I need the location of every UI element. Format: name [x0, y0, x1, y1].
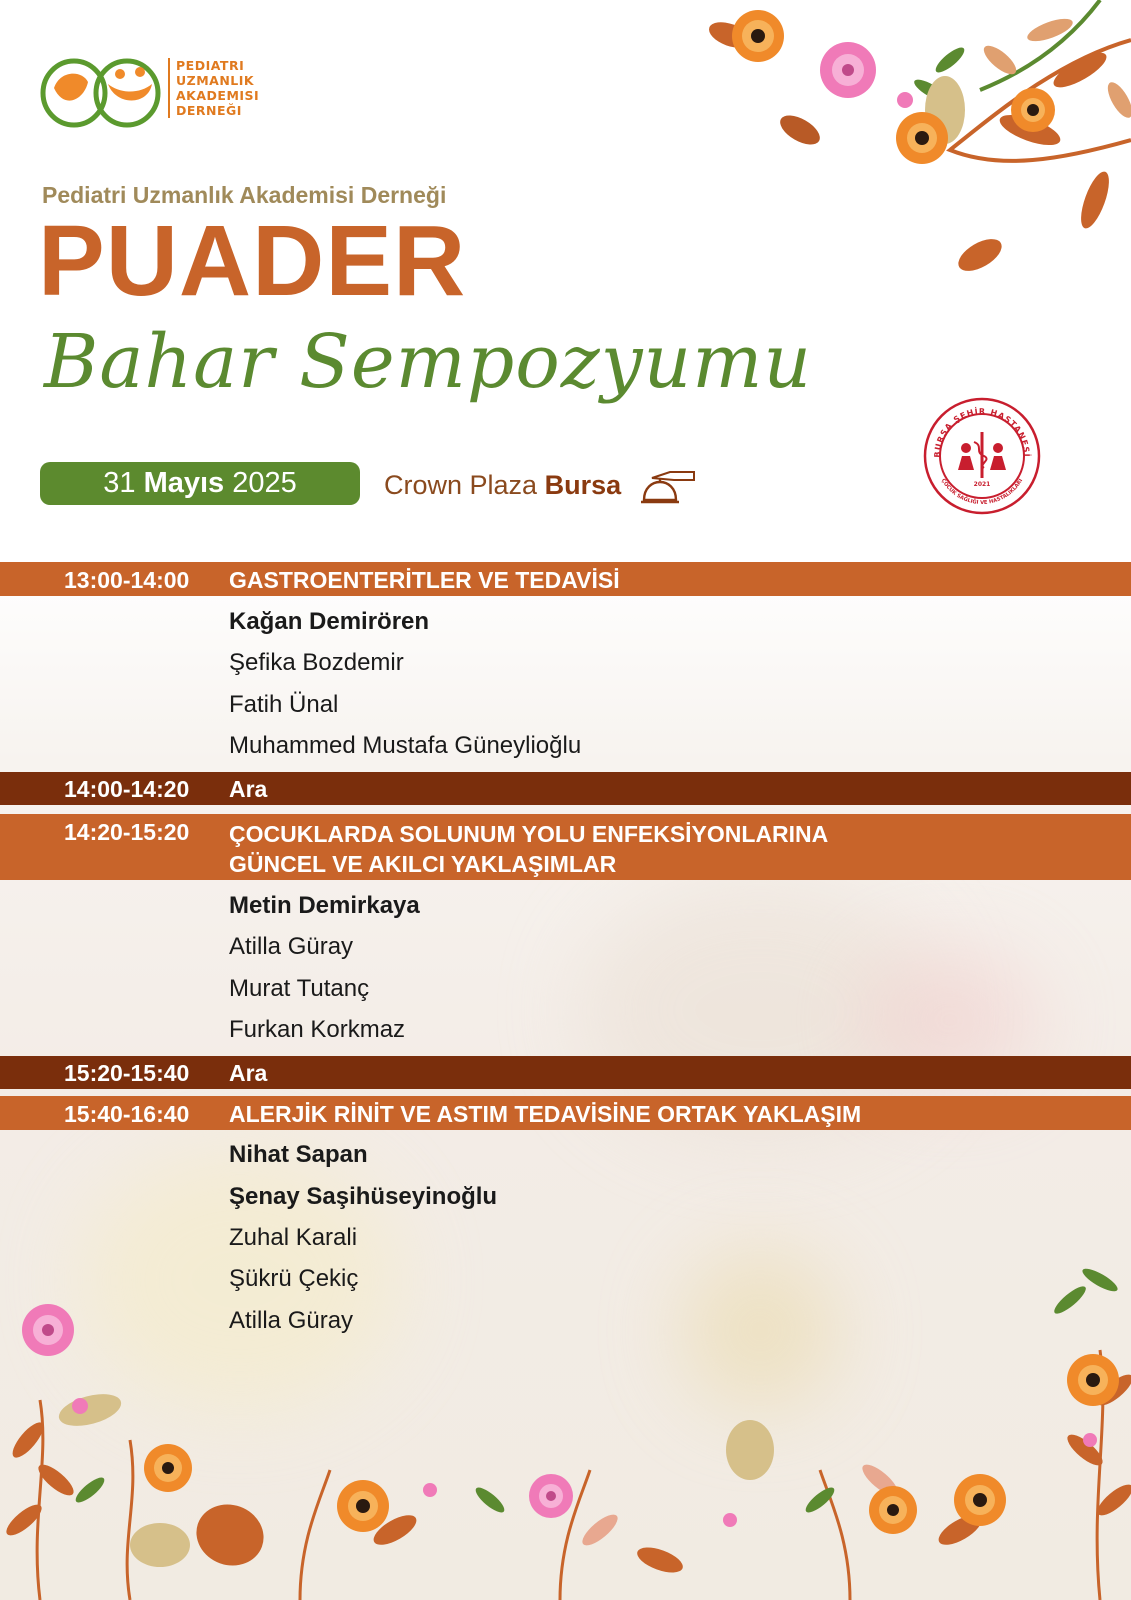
event-venue — [384, 466, 621, 504]
session-title: ÇOCUKLARDA SOLUNUM YOLU ENFEKSİYONLARINA GÜNCEL VE AKILCI YAKLAŞIMLAR — [229, 821, 829, 877]
organization-name: Pediatri Uzmanlık Akademisi Derneği — [42, 182, 447, 208]
venue-city: Bursa — [544, 470, 622, 500]
venue-prefix: Crown Plaza — [384, 470, 538, 500]
session-time: 15:40-16:40 — [64, 1101, 190, 1127]
logo-line: PEDIATRI — [176, 58, 245, 73]
logo-line: DERNEĞI — [176, 103, 242, 118]
break-time: 14:00-14:20 — [64, 776, 190, 802]
session-title: ALERJİK RİNİT VE ASTIM TEDAVİSİNE ORTAK YAKLAŞIM — [229, 1101, 862, 1127]
session-header — [0, 562, 1131, 596]
session-title: GASTROENTERİTLER VE TEDAVİSİ — [229, 567, 620, 593]
logo-line: AKADEMISI — [176, 88, 260, 103]
logo-text — [168, 58, 259, 118]
session-time: 14:20-15:20 — [64, 819, 190, 845]
speaker-name: Şükrü Çekiç — [229, 1265, 359, 1292]
speaker-name: Atilla Güray — [229, 933, 354, 960]
chair-name: Şenay Saşihüseyinoğlu — [229, 1183, 498, 1210]
speaker-name: Atilla Güray — [229, 1307, 354, 1334]
break-header — [0, 1056, 1131, 1089]
session-time: 13:00-14:00 — [64, 567, 190, 593]
speaker-name: Furkan Korkmaz — [229, 1016, 406, 1043]
speaker-name: Murat Tutanç — [229, 975, 370, 1002]
logo-line: UZMANLIK — [176, 73, 255, 88]
break-title: Ara — [229, 776, 268, 802]
speaker-name: Fatih Ünal — [229, 691, 339, 718]
event-date — [40, 462, 360, 505]
chair-name: Metin Demirkaya — [229, 892, 420, 919]
speaker-name: Şefika Bozdemir — [229, 649, 404, 676]
brand-title: PUADER — [38, 205, 467, 317]
chair-name: Nihat Sapan — [229, 1141, 368, 1168]
speaker-name: Muhammed Mustafa Güneylioğlu — [229, 732, 582, 759]
hospital-seal — [922, 396, 1042, 516]
event-title: Bahar Sempozyumu — [44, 319, 813, 405]
seal-year: 2021 — [973, 481, 991, 488]
break-title: Ara — [229, 1060, 268, 1086]
session-header — [0, 1096, 1131, 1130]
seal-top-text: BURSA ŞEHİR HASTANESİ — [932, 406, 1032, 458]
reception-bell-icon — [640, 470, 696, 508]
seal-bottom-text: ÇOCUK SAĞLIĞI VE HASTALIKLARI — [939, 477, 1025, 506]
session-header — [0, 814, 1131, 880]
date-day: 31 — [103, 467, 136, 499]
floral-decoration-bottom — [0, 1200, 1131, 1600]
floral-decoration-top — [700, 0, 1131, 300]
speaker-name: Zuhal Karali — [229, 1224, 358, 1251]
chair-name: Kağan Demirören — [229, 608, 430, 635]
date-month: Mayıs — [143, 467, 225, 499]
break-header — [0, 772, 1131, 805]
break-time: 15:20-15:40 — [64, 1060, 190, 1086]
date-year: 2025 — [232, 467, 297, 499]
